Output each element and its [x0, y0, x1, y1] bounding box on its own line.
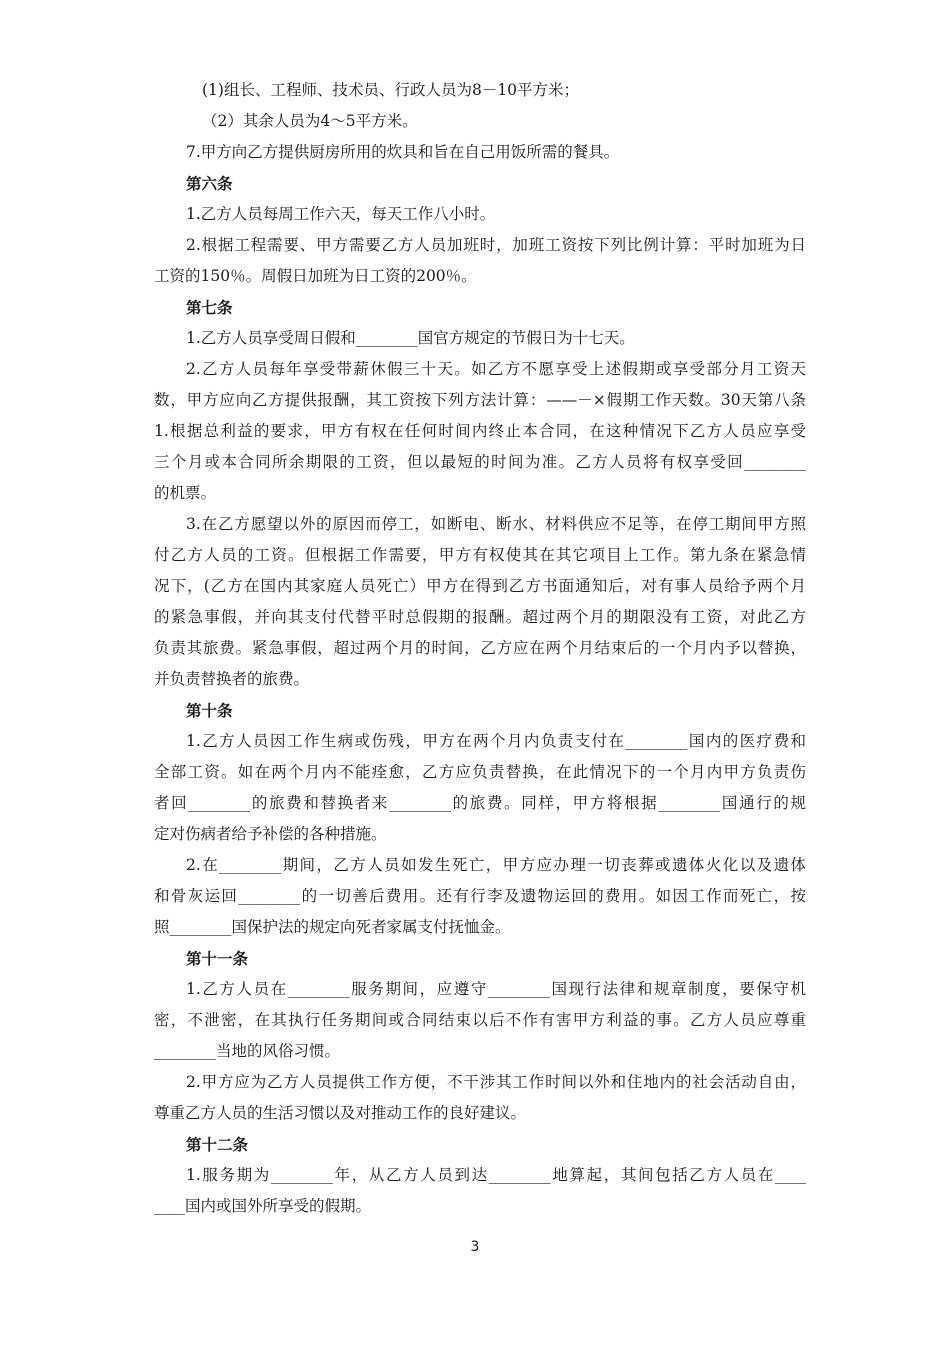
- text-line: 1.乙方人员在________服务期间，应遵守________国现行法律和规章制度，要保守机: [186, 980, 806, 998]
- text-line: 照________国保护法的规定向死者家属支付抚恤金。: [154, 918, 511, 936]
- document-body: [154, 75, 806, 1222]
- text-line: 7.甲方向乙方提供厨房所用的炊具和旨在自己用饭所需的餐具。: [186, 143, 620, 161]
- text-line: 尊重乙方人员的生活习惯以及对推动工作的良好建议。: [154, 1104, 527, 1122]
- article-heading: 第六条: [186, 174, 233, 193]
- text-line: 定对伤病者给予补偿的各种措施。: [154, 825, 387, 843]
- text-line: 密，不泄密，在其执行任务期间或合同结束以后不作有害甲方利益的事。乙方人员应尊重: [154, 1011, 806, 1029]
- text-line: 1.根据总利益的要求，甲方有权在任何时间内终止本合同，在这种情况下乙方人员应享受: [154, 422, 806, 440]
- text-line: 全部工资。如在两个月内不能痊愈，乙方应负责替换，在此情况下的一个月内甲方负责伤: [154, 763, 806, 781]
- text-line: 2.甲方应为乙方人员提供工作方便，不干涉其工作时间以外和住地内的社会活动自由，: [186, 1073, 806, 1091]
- text-line: 付乙方人员的工资。但根据工作需要，甲方有权使其在其它项目上工作。第九条在紧急情: [154, 546, 806, 564]
- article-heading: 第七条: [186, 298, 233, 317]
- article-heading: 第十一条: [186, 949, 249, 968]
- text-line: 2.根据工程需要、甲方需要乙方人员加班时，加班工资按下列比例计算：平时加班为日: [186, 236, 806, 254]
- text-line: 工资的150％。周假日加班为日工资的200％。: [154, 267, 477, 285]
- text-line: 1.乙方人员每周工作六天，每天工作八小时。: [186, 205, 496, 223]
- text-line: 的紧急事假，并向其支付代替平时总假期的报酬。超过两个月的期限没有工资，对此乙方: [154, 608, 806, 626]
- page-number: 3: [470, 1239, 480, 1255]
- text-line: 并负责替换者的旅费。: [154, 670, 310, 688]
- text-line: 2.在________期间，乙方人员如发生死亡，甲方应办理一切丧葬或遗体火化以及遗体: [186, 856, 806, 874]
- text-line: 三个月或本合同所余期限的工资，但以最短的时间为准。乙方人员将有权享受回________: [154, 453, 806, 471]
- text-line: (1)组长、工程师、技术员、行政人员为8－10平方米；: [202, 81, 580, 99]
- text-line: （2）其余人员为4～5平方米。: [202, 112, 418, 130]
- article-heading: 第十二条: [186, 1135, 249, 1154]
- text-line: 1.服务期为________年，从乙方人员到达________地算起，其间包括乙方人员在____: [186, 1166, 806, 1184]
- text-line: ________当地的风俗习惯。: [154, 1042, 341, 1060]
- text-line: 者回________的旅费和替换者来________的旅费。同样，甲方将根据________国通行的规: [154, 794, 806, 812]
- text-line: 和骨灰运回________的一切善后费用。还有行李及遗物运回的费用。如因工作而死亡，按: [154, 887, 806, 905]
- text-line: 的机票。: [154, 484, 217, 502]
- text-line: 数，甲方应向乙方提供报酬，其工资按下列方法计算：——－×假期工作天数。30天第八条: [154, 391, 806, 409]
- text-line: 1.乙方人员因工作生病或伤残，甲方在两个月内负责支付在________国内的医疗费和: [186, 732, 806, 750]
- text-line: 负责其旅费。紧急事假，超过两个月的时间，乙方应在两个月结束后的一个月内予以替换，: [154, 639, 806, 657]
- text-line: 况下，(乙方在国内其家庭人员死亡）甲方在得到乙方书面通知后，对有事人员给予两个月: [154, 577, 806, 595]
- article-heading: 第十条: [186, 701, 233, 720]
- text-line: 1.乙方人员享受周日假和________国官方规定的节假日为十七天。: [186, 329, 635, 347]
- text-line: 2.乙方人员每年享受带薪休假三十天。如乙方不愿享受上述假期或享受部分月工资天: [186, 360, 806, 378]
- text-line: ____国内或国外所享受的假期。: [154, 1197, 372, 1215]
- text-line: 3.在乙方愿望以外的原因而停工，如断电、断水、材料供应不足等，在停工期间甲方照: [186, 515, 806, 533]
